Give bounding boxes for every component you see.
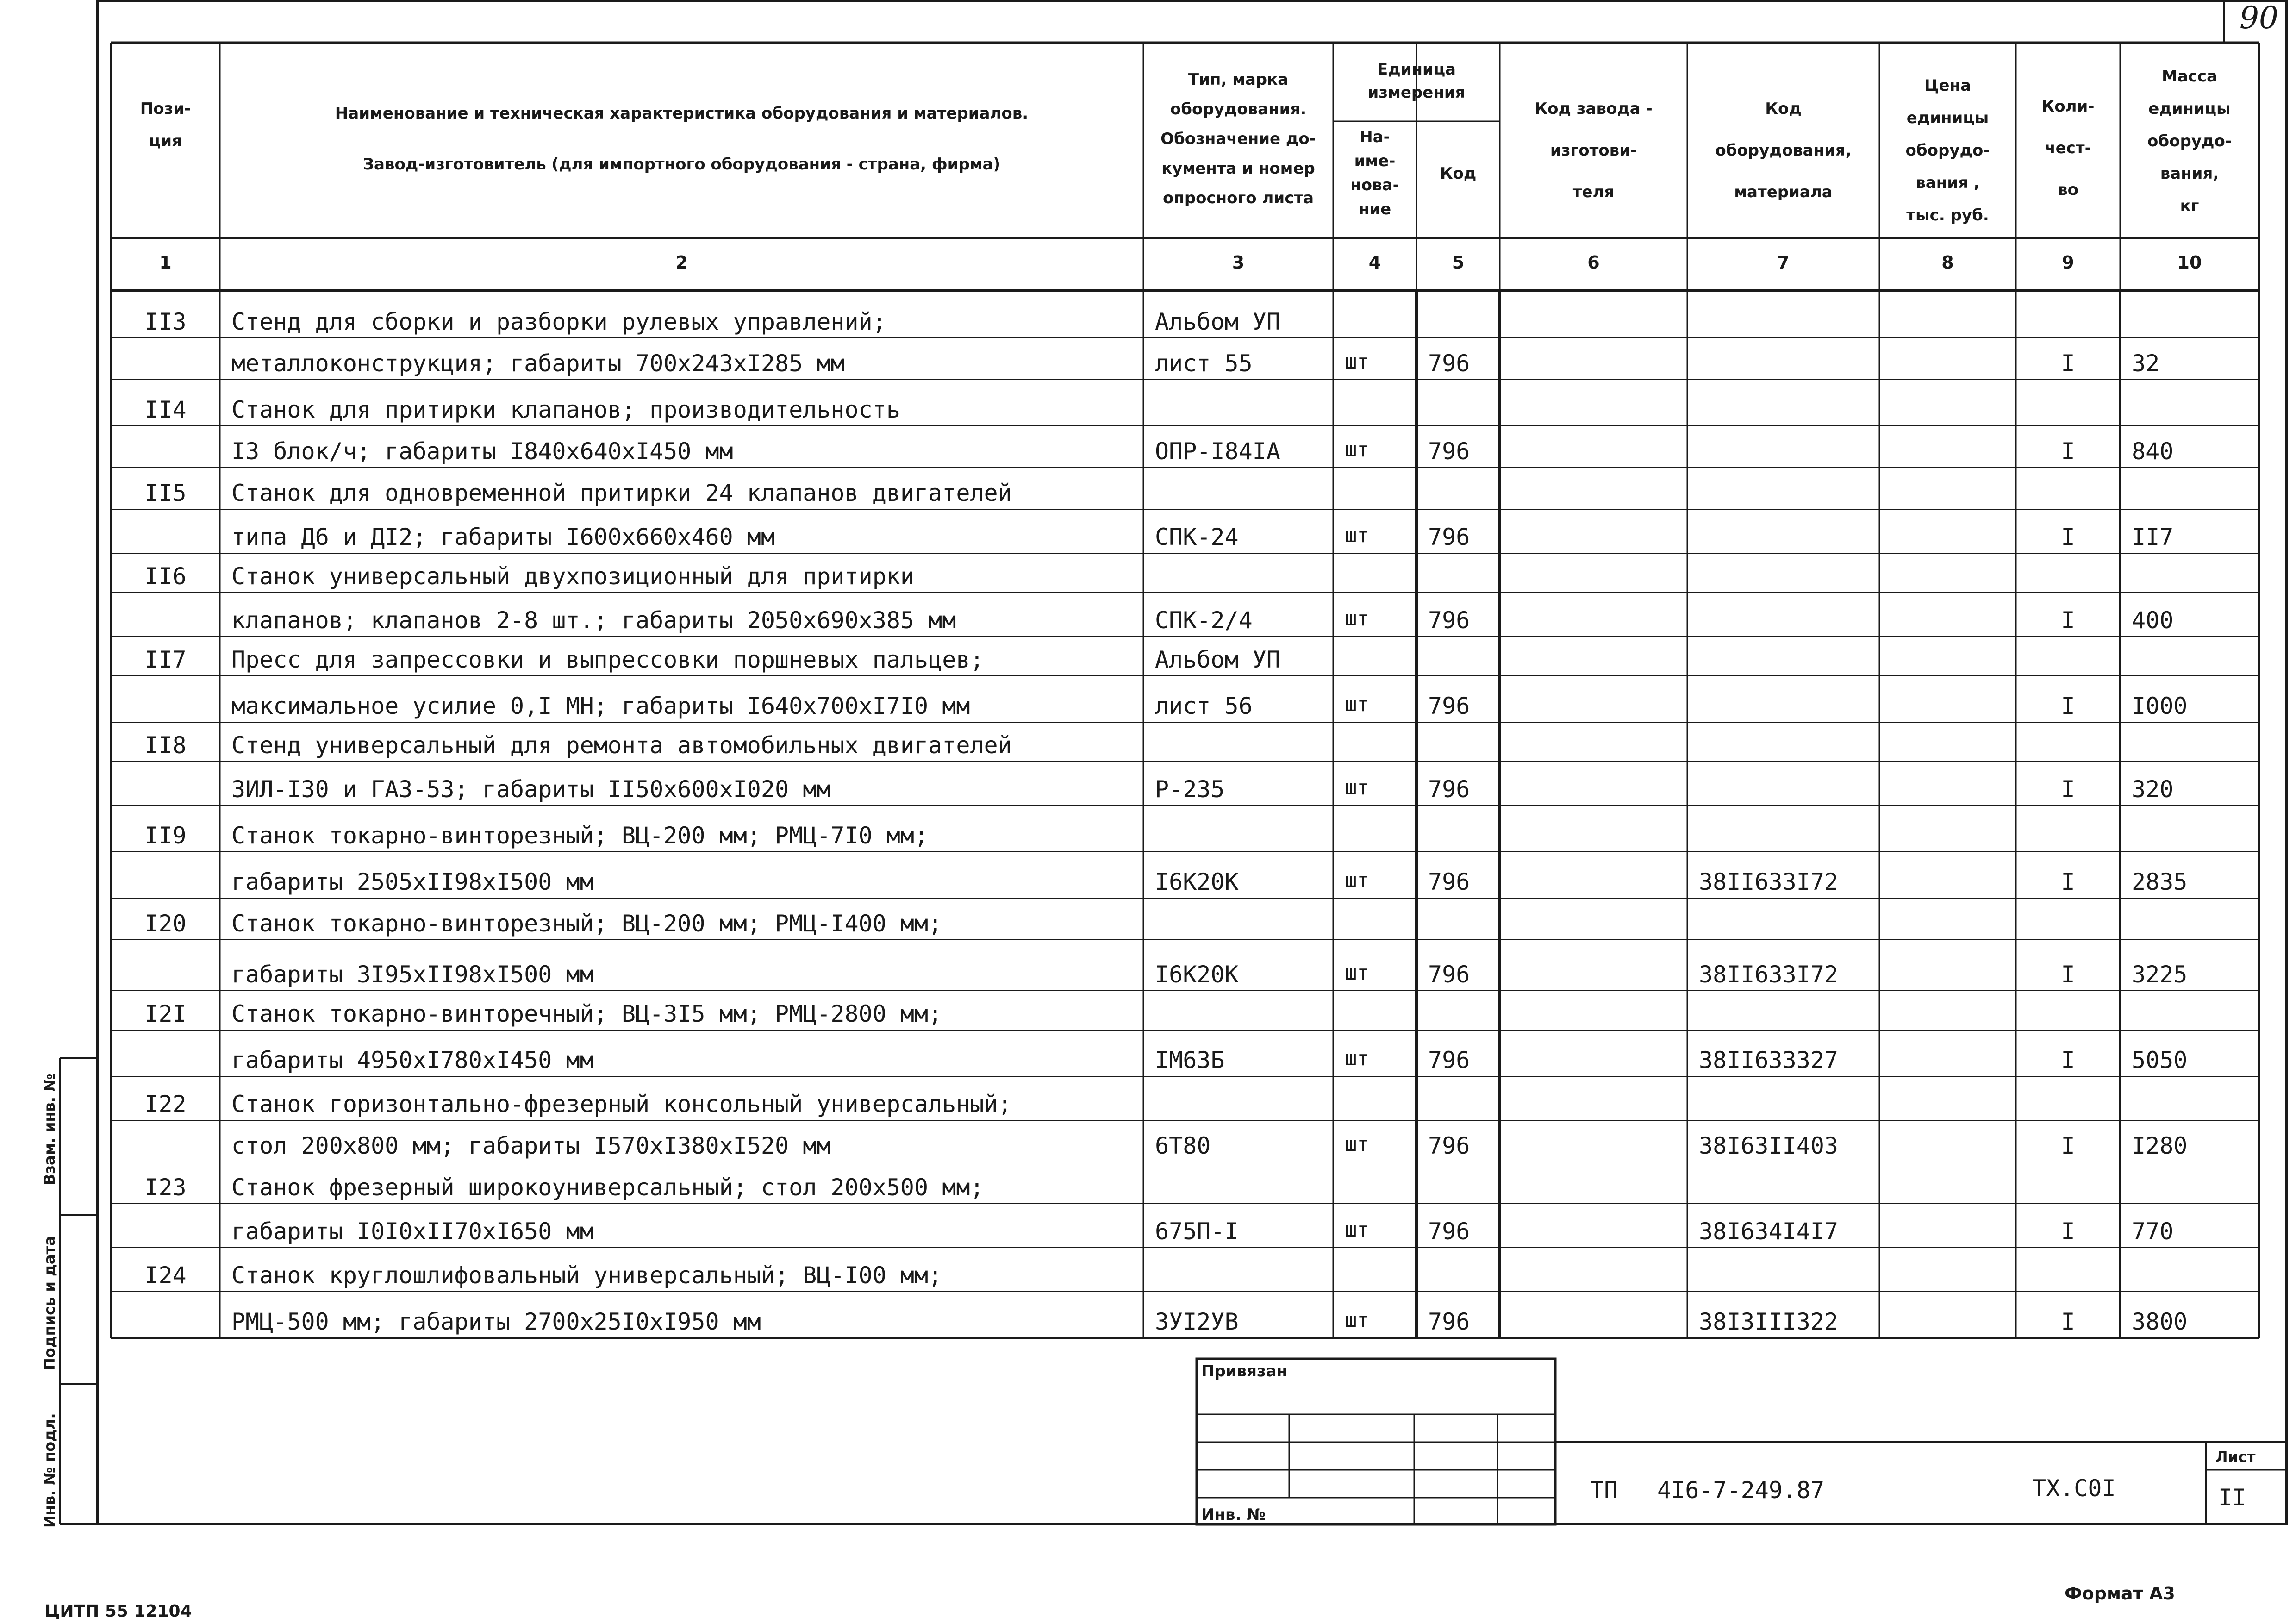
cell-name: Станок токарно-винторезный; ВЦ-200 мм; РМЦ-7I0 мм; [231, 822, 929, 849]
cell-name: Станок фрезерный широкоуниверсальный; стол 200х500 мм; [231, 1174, 984, 1201]
cell-type: IМ63Б [1155, 1047, 1225, 1074]
cell-type: лист 56 [1155, 693, 1253, 719]
cell-unit: шт [1345, 350, 1369, 374]
cell-position: I22 [144, 1091, 187, 1118]
cell-unit-code: 796 [1428, 1308, 1470, 1335]
cell-name: габариты I0I0хII70хI650 мм [231, 1218, 594, 1245]
cell-mass: 2835 [2132, 868, 2188, 895]
cell-mass: 3800 [2132, 1308, 2188, 1335]
column-number-5: 5 [1452, 252, 1465, 273]
cell-unit-code: 796 [1428, 1132, 1470, 1159]
cell-unit: шт [1345, 693, 1369, 716]
side-label-signature-date: Подпись и дата [41, 1236, 58, 1370]
header-unit-group: Единица измерения [1367, 60, 1466, 102]
doc-prefix: ТП [1590, 1477, 1618, 1504]
cell-unit-code: 796 [1428, 438, 1470, 465]
cell-type: СПК-2/4 [1155, 607, 1253, 634]
footer-right: Формат А3 [2065, 1583, 2175, 1604]
header-unit-code: Код [1440, 164, 1477, 183]
header-quantity: Коли- чест- во [2041, 97, 2095, 199]
cell-equipment-code: 38II633I72 [1699, 868, 1839, 895]
cell-mass: 3225 [2132, 961, 2188, 988]
cell-name: Стенд универсальный для ремонта автомобильных двигателей [231, 732, 1012, 759]
cell-position: II6 [144, 563, 187, 590]
cell-unit: шт [1345, 1132, 1369, 1156]
cell-position: II9 [144, 822, 187, 849]
cell-quantity: I [2061, 693, 2075, 719]
cell-unit-code: 796 [1428, 607, 1470, 634]
cell-quantity: I [2061, 524, 2075, 550]
column-number-2: 2 [675, 252, 688, 273]
cell-position: I20 [144, 910, 187, 937]
column-number-9: 9 [2062, 252, 2074, 273]
cell-name: ЗИЛ-I30 и ГАЗ-53; габариты II50х600хI020 мм [231, 776, 831, 803]
cell-mass: 840 [2132, 438, 2174, 465]
header-price: Цена единицы оборудо- вания , тыс. руб. [1905, 76, 1990, 225]
cell-name: максимальное усилие 0,I МН; габариты I640х700хI7I0 мм [231, 693, 970, 719]
cell-name: Станок токарно-винторезный; ВЦ-200 мм; РМЦ-I400 мм; [231, 910, 942, 937]
cell-name: Станок круглошлифовальный универсальный; ВЦ-I00 мм; [231, 1262, 942, 1289]
column-number-7: 7 [1777, 252, 1790, 273]
cell-unit-code: 796 [1428, 693, 1470, 719]
side-label-inv-original: Инв. № подл. [41, 1413, 58, 1528]
cell-mass: 770 [2132, 1218, 2174, 1245]
cell-quantity: I [2061, 868, 2075, 895]
cell-quantity: I [2061, 1047, 2075, 1074]
cell-name: стол 200х800 мм; габариты I570хI380хI520 мм [231, 1132, 831, 1159]
cell-unit: шт [1345, 961, 1369, 985]
cell-equipment-code: 38II633327 [1699, 1047, 1839, 1074]
cell-type: СПК-24 [1155, 524, 1239, 550]
cell-type: лист 55 [1155, 350, 1253, 377]
cell-name: габариты 4950хI780хI450 мм [231, 1047, 594, 1074]
cell-name: типа Д6 и ДI2; габариты I600х660х460 мм [231, 524, 775, 550]
cell-name: клапанов; клапанов 2-8 шт.; габариты 2050х690х385 мм [231, 607, 956, 634]
header-unit-name: На- име- нова- ние [1350, 128, 1399, 219]
column-number-8: 8 [1941, 252, 1954, 273]
column-number-3: 3 [1232, 252, 1245, 273]
cell-quantity: I [2061, 961, 2075, 988]
cell-name: металлоконструкция; габариты 700х243хI285 мм [231, 350, 845, 377]
header-equipment-code: Код оборудования, материала [1715, 100, 1852, 201]
header-name: Наименование и техническая характеристика оборудования и материалов. Завод-изготовитель (для импортного оборудования - страна, фирма) [335, 104, 1029, 174]
cell-unit: шт [1345, 1218, 1369, 1242]
footer-left: ЦИТП 55 12104 [44, 1602, 192, 1621]
cell-name: габариты 3I95хII98хI500 мм [231, 961, 594, 988]
cell-type: I6К20К [1155, 961, 1239, 988]
cell-unit-code: 796 [1428, 868, 1470, 895]
cell-name: Станок универсальный двухпозиционный для притирки [231, 563, 915, 590]
cell-equipment-code: 38I3III322 [1699, 1308, 1839, 1335]
sheet-number: II [2218, 1484, 2246, 1511]
cell-position: II7 [144, 646, 187, 673]
cell-position: II4 [144, 396, 187, 423]
side-label-replace-inv: Взам. инв. № [41, 1074, 58, 1185]
cell-position: I24 [144, 1262, 187, 1289]
cell-unit-code: 796 [1428, 350, 1470, 377]
cell-type: 675П-I [1155, 1218, 1239, 1245]
cell-unit: шт [1345, 868, 1369, 892]
cell-name: Станок для притирки клапанов; производительность [231, 396, 900, 423]
cell-name: Стенд для сборки и разборки рулевых управлений; [231, 308, 886, 335]
cell-name: РМЦ-500 мм; габариты 2700х25I0хI950 мм [231, 1308, 761, 1335]
header-mass: Масса единицы оборудо- вания, кг [2147, 67, 2232, 215]
cell-equipment-code: 38I634I4I7 [1699, 1218, 1839, 1245]
sheet-label: Лист [2215, 1448, 2256, 1466]
cell-quantity: I [2061, 607, 2075, 634]
cell-position: I2I [144, 1000, 187, 1027]
cell-type: ОПР-I84IА [1155, 438, 1280, 465]
cell-equipment-code: 38I63II403 [1699, 1132, 1839, 1159]
cell-unit-code: 796 [1428, 524, 1470, 550]
cell-type: I6К20К [1155, 868, 1239, 895]
doc-number: 4I6-7-249.87 [1657, 1477, 1825, 1504]
cell-name: Станок горизонтально-фрезерный консольный универсальный; [231, 1091, 1012, 1118]
column-number-4: 4 [1368, 252, 1381, 273]
cell-unit: шт [1345, 524, 1369, 547]
cell-unit-code: 796 [1428, 961, 1470, 988]
cell-position: II3 [144, 308, 187, 335]
cell-position: I23 [144, 1174, 187, 1201]
cell-equipment-code: 38II633I72 [1699, 961, 1839, 988]
cell-quantity: I [2061, 1308, 2075, 1335]
page-mark: 90 [2240, 0, 2278, 36]
cell-type: Альбом УП [1155, 646, 1280, 673]
cell-quantity: I [2061, 438, 2075, 465]
cell-unit-code: 796 [1428, 1218, 1470, 1245]
cell-name: Станок токарно-винторечный; ВЦ-3I5 мм; РМЦ-2800 мм; [231, 1000, 942, 1027]
cell-mass: 5050 [2132, 1047, 2188, 1074]
cell-mass: I000 [2132, 693, 2188, 719]
cell-name: габариты 2505хII98хI500 мм [231, 868, 594, 895]
cell-type: Альбом УП [1155, 308, 1280, 335]
header-position: Пози- ция [140, 100, 191, 150]
cell-name: Пресс для запрессовки и выпрессовки поршневых пальцев; [231, 646, 984, 673]
column-number-10: 10 [2177, 252, 2202, 273]
header-plant-code: Код завода - изготови- теля [1535, 100, 1653, 201]
inv-number-label: Инв. № [1201, 1505, 1266, 1524]
column-number-6: 6 [1587, 252, 1600, 273]
cell-position: II5 [144, 480, 187, 506]
cell-name: I3 блок/ч; габариты I840х640хI450 мм [231, 438, 733, 465]
cell-unit: шт [1345, 1047, 1369, 1070]
cell-name: Станок для одновременной притирки 24 клапанов двигателей [231, 480, 1012, 506]
cell-type: Р-235 [1155, 776, 1225, 803]
cell-unit: шт [1345, 438, 1369, 462]
cell-unit-code: 796 [1428, 1047, 1470, 1074]
cell-quantity: I [2061, 776, 2075, 803]
cell-mass: 400 [2132, 607, 2174, 634]
doc-code: ТХ.С0I [2032, 1475, 2116, 1502]
cell-unit: шт [1345, 607, 1369, 631]
cell-type: 6Т80 [1155, 1132, 1211, 1159]
cell-unit: шт [1345, 776, 1369, 800]
bound-label: Привязан [1201, 1362, 1288, 1380]
cell-mass: 320 [2132, 776, 2174, 803]
cell-quantity: I [2061, 350, 2075, 377]
cell-mass: I280 [2132, 1132, 2188, 1159]
cell-unit-code: 796 [1428, 776, 1470, 803]
cell-mass: II7 [2132, 524, 2174, 550]
header-type: Тип, марка оборудования. Обозначение до- кумента и номер опросного листа [1160, 70, 1316, 207]
cell-mass: 32 [2132, 350, 2160, 377]
cell-type: ЗУI2УВ [1155, 1308, 1239, 1335]
cell-quantity: I [2061, 1218, 2075, 1245]
column-number-1: 1 [159, 252, 172, 273]
cell-quantity: I [2061, 1132, 2075, 1159]
cell-unit: шт [1345, 1308, 1369, 1332]
cell-position: II8 [144, 732, 187, 759]
